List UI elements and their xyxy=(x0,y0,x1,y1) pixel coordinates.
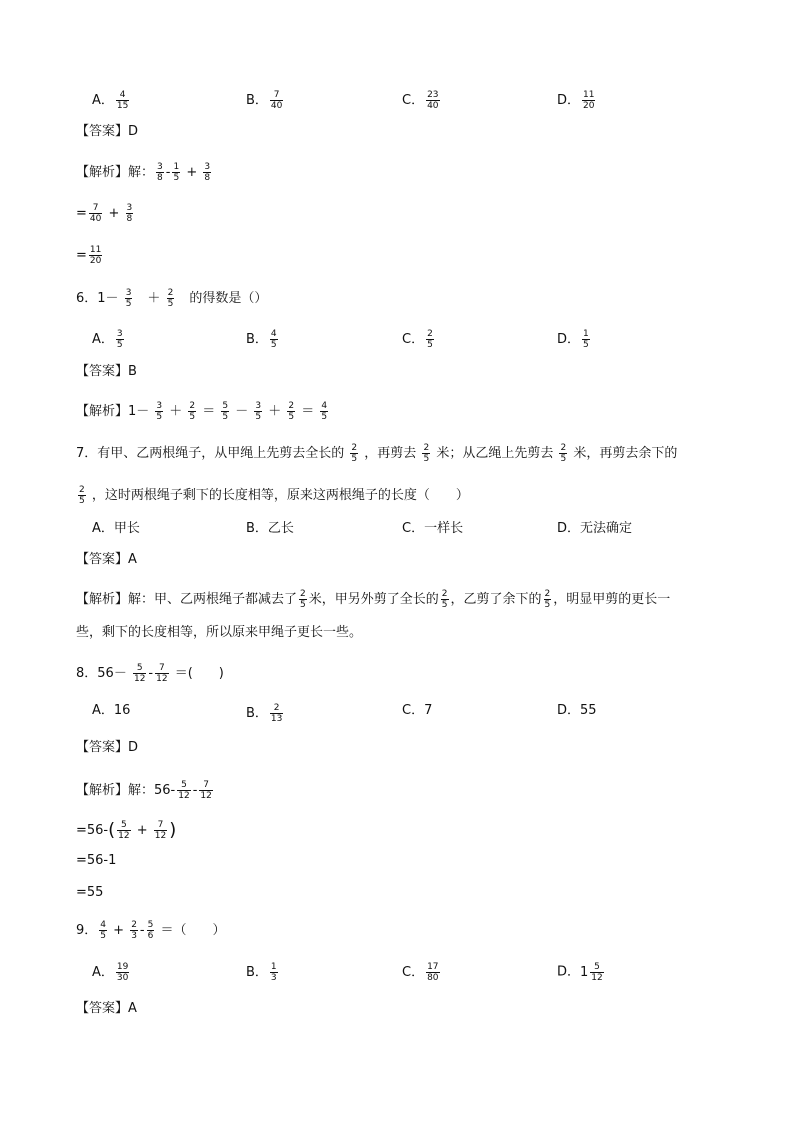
fraction: $\frac{3}{8}$ xyxy=(204,162,211,183)
q5-option-d: D． $\frac{11}{20}$ xyxy=(557,90,595,111)
q7-option-b: B．乙长 xyxy=(246,521,294,536)
q5-option-a: A． $\frac{4}{15}$ xyxy=(92,90,129,111)
q7-option-c: C．一样长 xyxy=(402,521,464,536)
fraction: $\frac{2}{5}$ xyxy=(441,589,448,610)
fraction: $\frac{4}{5}$ xyxy=(100,920,107,941)
fraction: $\frac{3}{8}$ xyxy=(126,203,133,224)
q7-option-d: D．无法确定 xyxy=(557,521,633,536)
q9-stem: 9． $\frac{4}{5}$ + $\frac{2}{3}$ - $\frac{5}{6}$ ＝（ ） xyxy=(76,920,226,941)
q9-option-c: C． $\frac{17}{80}$ xyxy=(402,962,439,983)
q8-step4: =55 xyxy=(76,885,104,900)
fraction: $\frac{5}{5}$ xyxy=(222,401,229,422)
fraction: $\frac{4}{5}$ xyxy=(270,329,277,350)
fraction: $\frac{7}{12}$ xyxy=(200,780,212,801)
q7-analysis-line2: 些，剩下的长度相等，所以原来甲绳子更长一些。 xyxy=(76,625,363,640)
q8-option-b: B． $\frac{2}{13}$ xyxy=(246,703,283,724)
fraction: $\frac{19}{30}$ xyxy=(116,962,129,983)
q7-stem-line2: $\frac{2}{5}$ ，这时两根绳子剩下的长度相等，原来这两根绳子的长度（ ） xyxy=(79,485,469,506)
fraction: $\frac{7}{40}$ xyxy=(89,203,102,224)
q6-stem: 6．1－ $\frac{3}{5}$ ＋ $\frac{2}{5}$ 的得数是（） xyxy=(76,288,268,309)
q5-step3: = $\frac{11}{20}$ xyxy=(76,245,102,266)
fraction: $\frac{2}{5}$ xyxy=(351,443,358,464)
q8-option-a: A．16 xyxy=(92,703,131,718)
fraction: $\frac{2}{5}$ xyxy=(423,443,430,464)
q5-option-b: B． $\frac{7}{40}$ xyxy=(246,90,283,111)
fraction: 5 12 xyxy=(591,962,603,983)
q5-analysis: 【解析】解： $\frac{3}{8}$ - $\frac{1}{5}$ + $\frac{3}{8}$ xyxy=(76,162,211,183)
fraction: $\frac{1}{3}$ xyxy=(270,962,277,983)
fraction: $\frac{2}{5}$ xyxy=(288,401,295,422)
fraction: $\frac{1}{5}$ xyxy=(173,162,180,183)
fraction: $\frac{23}{40}$ xyxy=(427,90,439,111)
mixed-number: 1 5 12 xyxy=(580,962,603,983)
fraction: $\frac{7}{12}$ xyxy=(154,820,167,841)
fraction: $\frac{2}{5}$ xyxy=(544,589,551,610)
q8-step3: =56-1 xyxy=(76,853,117,868)
fraction: $\frac{2}{13}$ xyxy=(270,703,283,724)
fraction: $\frac{2}{5}$ xyxy=(300,589,306,610)
q6-option-d: D． $\frac{1}{5}$ xyxy=(557,329,589,350)
q6-analysis: 【解析】1－ $\frac{3}{5}$ ＋ $\frac{2}{5}$ ＝ $\frac{5}{5}$ － $\frac{3}{5}$ ＋ $\frac{2}{5}$ ＝ $\frac{4}{5}$ xyxy=(76,401,328,422)
fraction: $\frac{3}{5}$ xyxy=(255,401,262,422)
fraction: $\frac{3}{5}$ xyxy=(125,288,132,309)
fraction: $\frac{5}{12}$ xyxy=(118,820,130,841)
q9-option-d: D． 1 5 12 xyxy=(557,962,606,983)
q5-step2: = $\frac{7}{40}$ + $\frac{3}{8}$ xyxy=(76,203,133,224)
fraction: $\frac{2}{5}$ xyxy=(560,443,567,464)
q5-answer: 【答案】D xyxy=(76,124,139,139)
fraction: $\frac{11}{20}$ xyxy=(89,245,102,266)
q8-option-c: C．7 xyxy=(402,703,433,718)
fraction: $\frac{5}{6}$ xyxy=(147,920,154,941)
q7-stem-line1: 7．有甲、乙两根绳子，从甲绳上先剪去全长的 $\frac{2}{5}$ ，再剪去 $\frac{2}{5}$ 米；从乙绳上先剪去 $\frac{2}{5}$ 米，再剪去余下的 xyxy=(76,443,678,464)
fraction: $\frac{4}{5}$ xyxy=(321,401,328,422)
fraction: $\frac{3}{5}$ xyxy=(116,329,123,350)
q9-option-b: B． $\frac{1}{3}$ xyxy=(246,962,277,983)
fraction: $\frac{7}{12}$ xyxy=(156,663,168,684)
q6-option-a: A． $\frac{3}{5}$ xyxy=(92,329,123,350)
fraction: $\frac{3}{5}$ xyxy=(156,401,163,422)
q9-answer: 【答案】A xyxy=(76,1001,137,1016)
fraction: $\frac{2}{5}$ xyxy=(167,288,174,309)
q8-step2: =56-( $\frac{5}{12}$ + $\frac{7}{12}$ ) xyxy=(76,819,177,841)
q8-stem: 8．56－ $\frac{5}{12}$ - $\frac{7}{12}$ ＝( ) xyxy=(76,663,224,684)
fraction: $\frac{5}{12}$ xyxy=(178,780,190,801)
fraction: $\frac{2}{5}$ xyxy=(79,485,85,506)
fraction: $\frac{2}{5}$ xyxy=(189,401,196,422)
q5-option-c: C． $\frac{23}{40}$ xyxy=(402,90,439,111)
q7-analysis-line1: 【解析】解：甲、乙两根绳子都减去了 $\frac{2}{5}$ 米，甲另外剪了全长的 $\frac{2}{5}$ ，乙剪了余下的 $\frac{2}{5}$ ，明显甲剪的更长一 xyxy=(76,589,671,610)
fraction: $\frac{1}{5}$ xyxy=(583,329,589,350)
fraction: $\frac{7}{40}$ xyxy=(270,90,283,111)
fraction: $\frac{17}{80}$ xyxy=(427,962,439,983)
fraction: $\frac{5}{12}$ xyxy=(133,663,146,684)
fraction: $\frac{3}{8}$ xyxy=(157,162,163,183)
q6-option-b: B． $\frac{4}{5}$ xyxy=(246,329,277,350)
q8-option-d: D．55 xyxy=(557,703,597,718)
q8-answer: 【答案】D xyxy=(76,740,139,755)
q6-answer: 【答案】B xyxy=(76,364,137,379)
fraction: $\frac{2}{5}$ xyxy=(427,329,433,350)
fraction: $\frac{4}{15}$ xyxy=(116,90,129,111)
q9-option-a: A． $\frac{19}{30}$ xyxy=(92,962,129,983)
q7-option-a: A．甲长 xyxy=(92,521,140,536)
fraction: $\frac{11}{20}$ xyxy=(583,90,595,111)
q8-analysis: 【解析】解：56- $\frac{5}{12}$ - $\frac{7}{12}$ xyxy=(76,780,212,801)
q6-option-c: C． $\frac{2}{5}$ xyxy=(402,329,433,350)
q7-answer: 【答案】A xyxy=(76,552,137,567)
fraction: $\frac{2}{3}$ xyxy=(131,920,137,941)
